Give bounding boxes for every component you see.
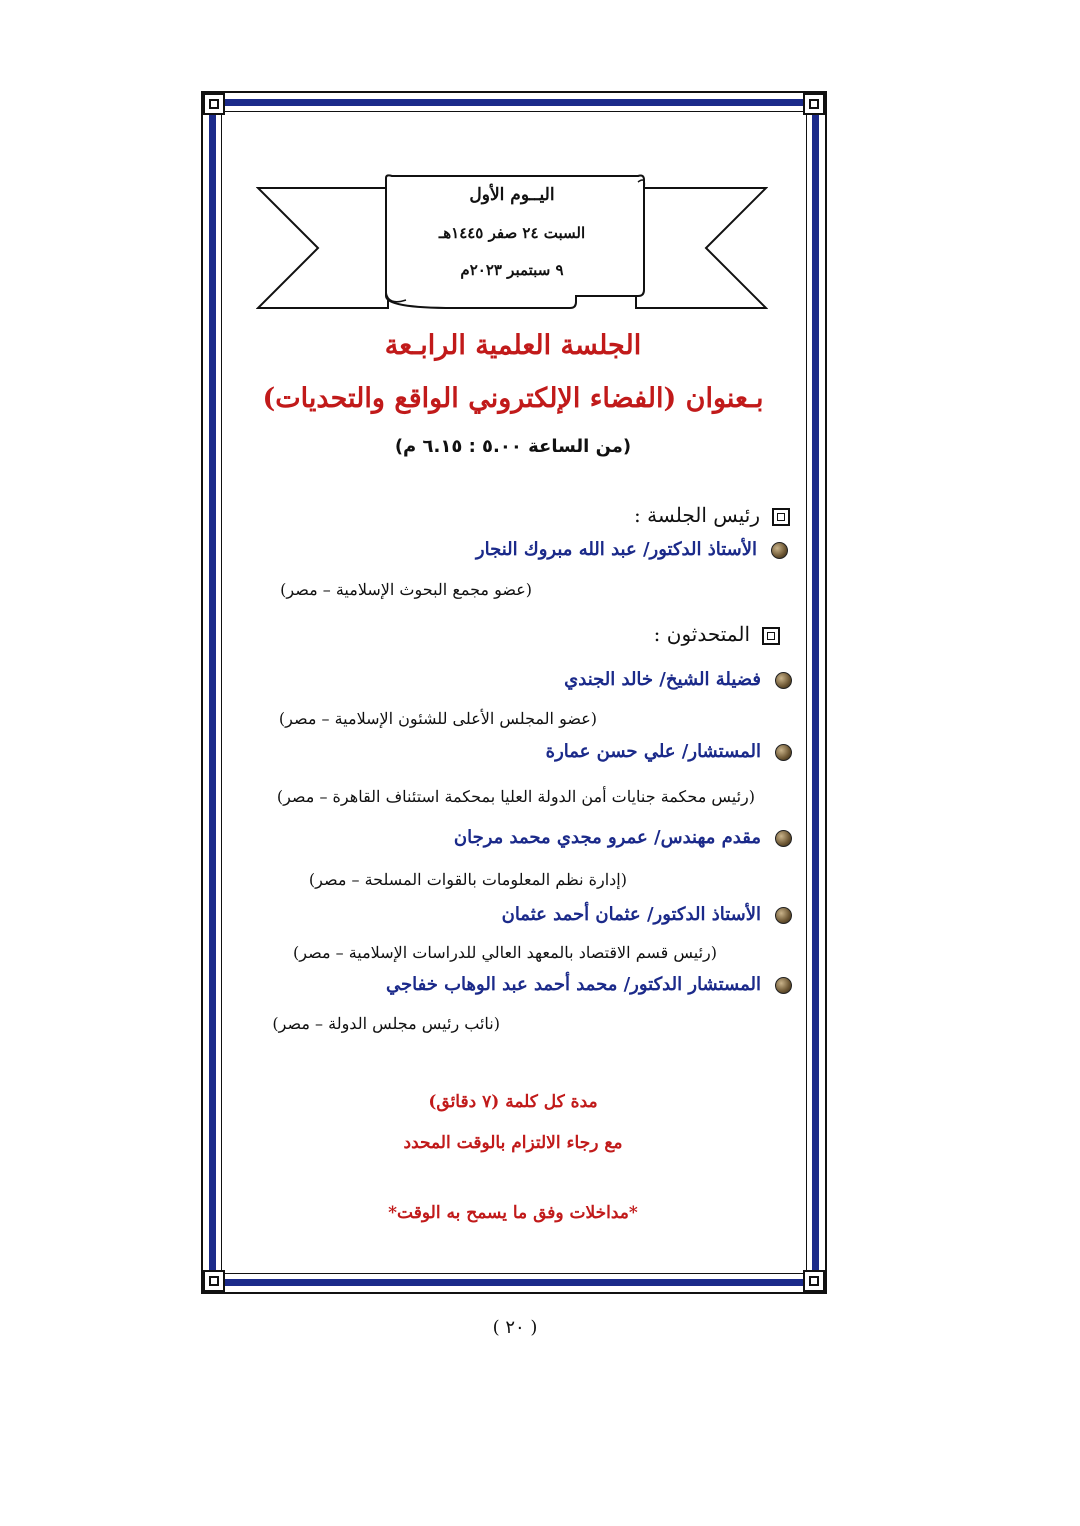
chair-heading — [370, 503, 790, 527]
chair-heading-label: رئيس الجلسة : — [634, 503, 760, 527]
chair-name — [268, 539, 788, 560]
speaker-name — [252, 904, 792, 925]
round-bullet-icon — [775, 830, 792, 847]
speaker-name-text: الأستاذ الدكتور/ عثمان أحمد عثمان — [501, 904, 761, 925]
speaker-name — [252, 669, 792, 690]
speaker-name-text: المستشار/ علي حسن عمارة — [545, 741, 761, 762]
speaker-description: (عضو المجلس الأعلى للشئون الإسلامية – مصر) — [278, 709, 597, 728]
banner-text — [386, 177, 638, 295]
page-number: ( ٢٠ ) — [492, 1317, 538, 1338]
corner-ornament-top-left — [203, 93, 225, 115]
speaker-name — [252, 741, 792, 762]
session-subject: بـعنوان (الفضاء الإلكتروني الواقع والتحديات) — [262, 383, 764, 414]
speaker-description: (إدارة نظم المعلومات بالقوات المسلحة – مصر) — [308, 870, 627, 889]
round-bullet-icon — [775, 907, 792, 924]
speaker-name-text: مقدم مهندس/ عمرو مجدي محمد مرجان — [453, 827, 761, 848]
speaker-name — [232, 974, 792, 995]
round-bullet-icon — [775, 744, 792, 761]
ribbon-left-tail — [258, 188, 388, 308]
corner-ornament-bottom-left — [203, 1270, 225, 1292]
note-interventions: *مداخلات وفق ما يسمح به الوقت* — [388, 1203, 638, 1223]
corner-ornament-top-right — [803, 93, 825, 115]
ribbon-right-tail — [636, 188, 766, 308]
banner-gregorian-date: ٩ سبتمبر ٢٠٢٣م — [460, 261, 564, 279]
speaker-name — [232, 827, 792, 848]
round-bullet-icon — [775, 672, 792, 689]
banner-hijri-date: السبت ٢٤ صفر ١٤٤٥هـ — [438, 224, 586, 242]
chair-description: (عضو مجمع البحوث الإسلامية – مصر) — [280, 580, 532, 599]
note-commitment: مع رجاء الالتزام بالوقت المحدد — [403, 1133, 623, 1153]
session-time: (من الساعة ٥.٠٠ : ٦.١٥ م) — [394, 436, 632, 457]
speaker-description: (نائب رئيس مجلس الدولة – مصر) — [272, 1014, 500, 1033]
speakers-heading-label: المتحدثون : — [653, 622, 750, 646]
round-bullet-icon — [775, 977, 792, 994]
note-duration: مدة كل كلمة (٧ دقائق) — [428, 1092, 598, 1112]
square-bullet-icon — [762, 627, 780, 645]
speaker-name-text: المستشار الدكتور/ محمد أحمد عبد الوهاب خفاجي — [386, 974, 761, 995]
square-bullet-icon — [772, 508, 790, 526]
chair-name-text: الأستاذ الدكتور/ عبد الله مبروك النجار — [475, 539, 757, 560]
round-bullet-icon — [771, 542, 788, 559]
corner-ornament-bottom-right — [803, 1270, 825, 1292]
banner-day: اليــوم الأول — [469, 185, 555, 205]
session-title: الجلسة العلمية الرابـعة — [384, 330, 642, 361]
speaker-name-text: فضيلة الشيخ/ خالد الجندي — [564, 669, 761, 690]
speaker-description: (رئيس قسم الاقتصاد بالمعهد العالي للدراسات الإسلامية – مصر) — [293, 943, 717, 962]
speakers-heading — [360, 622, 780, 646]
speaker-description: (رئيس محكمة جنايات أمن الدولة العليا بمحكمة استئناف القاهرة – مصر) — [276, 787, 755, 806]
